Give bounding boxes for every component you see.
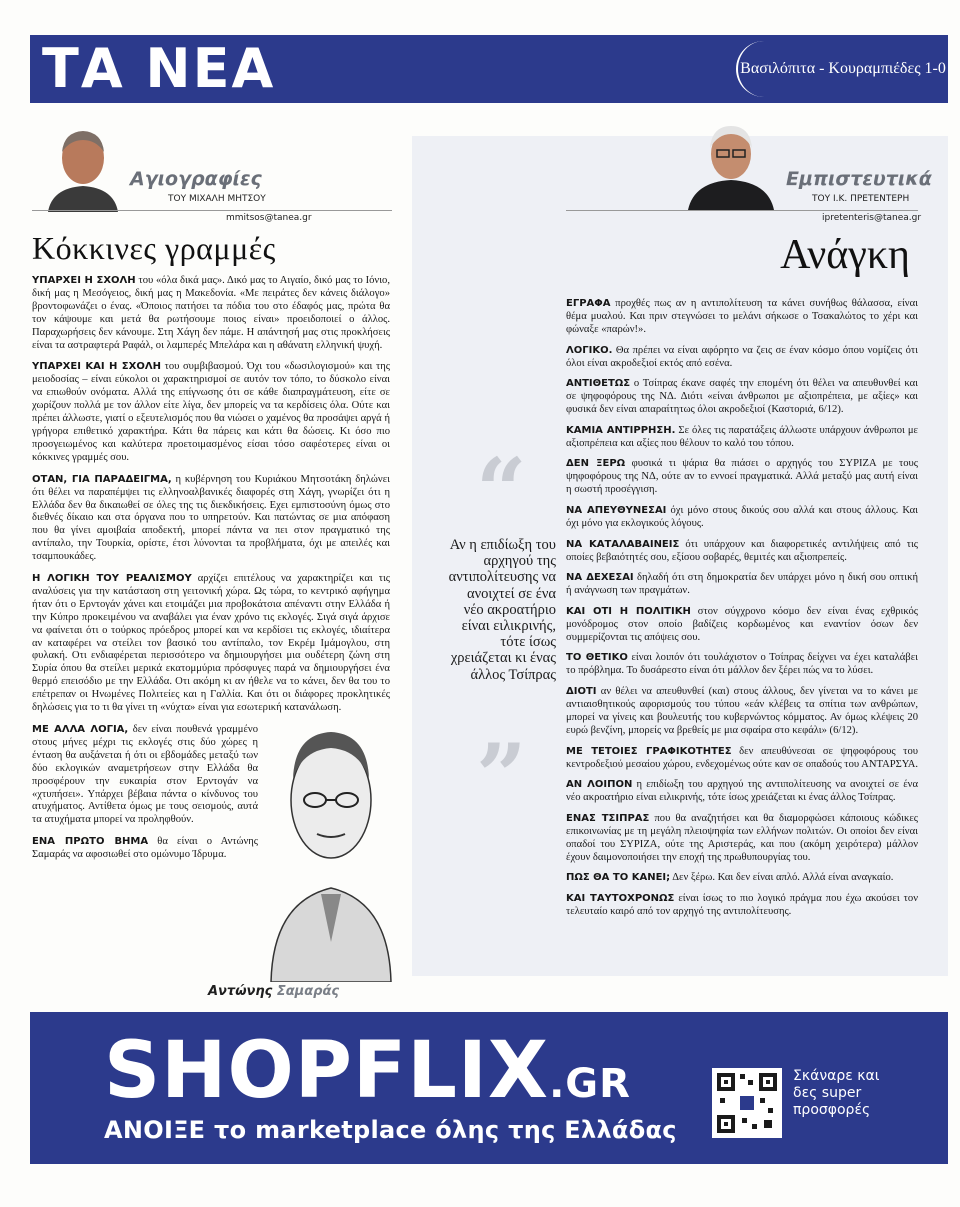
paragraph-lead: ΔΙΟΤΙ [566,685,597,697]
paragraph-text: δεν απευθύνεσαι σε ψηφοφόρους του κεντροδεξιού μεσαίου χώρου, ενδεχομένως ούτε καν σε οπαδούς του ΑΝΤΑΡΣΥΑ. [566,745,919,770]
paragraph-text: προχθές πως αν η αντιπολίτευση τα κάνει συνήθως θάλασσα, είναι θέμα μυαλού. Και πριν στεγνώσει το μελάνι σήκωσε ο Τσακαλώτος το χέρι και φώναξε «παρών!». [566,298,918,335]
advertisement-banner[interactable] [30,1012,948,1164]
paragraph-text: όχι μόνο στους δικούς σου αλλά και στους άλλους. Και όχι μόνο για εκλογικούς λόγους. [566,504,918,529]
paragraph-text: ο Τσίπρας έκανε σαφές την επομένη ότι θέλει να απευθυνθεί και σε ψηφοφόρους της ΝΔ. Διότι «είναι άνθρωποι με αξιοπρέπεια, με αξίες» και φυσικά δεν είναι απαραίτητως όλοι ακροδεξιοί (Καστοριά, 6/12). [566,378,918,416]
paragraph-text: ότι υπάρχουν και διαφορετικές αντιλήψεις από τις οποίες βεβαιότητές σου, εξίσου σοβαρές, θεμιτές και αξιοπρεπείς. [566,538,919,563]
paragraph-text: δηλαδή ότι στη δημοκρατία δεν υπάρχει μόνο η δική σου οπτική ή ανάγνωση των πραγμάτων. [566,572,918,597]
portrait-caption [208,984,339,999]
paragraph-lead: ΥΠΑΡΧΕΙ ΚΑΙ Η ΣΧΟΛΗ [32,361,161,373]
headline: Κόκκινες γραμμές [32,230,276,266]
paragraph [566,871,918,884]
paragraph-lead: ΜΕ ΤΕΤΟΙΕΣ ΓΡΑΦΙΚΟΤΗΤΕΣ [566,745,732,757]
caption-last: Σαμαράς [276,984,340,999]
paragraph [32,724,258,827]
masthead-tagline: Βασιλόπιτα - Κουραμπιέδες 1-0 [736,41,948,97]
paragraph-text: δεν είναι πουθενά γραμμένο στους μήνες μέχρι τις εκλογές στις δύο χώρες η ένταση θα αυξάνεται ή ότι οι εβδομάδες μεταξύ των δύο εκλογικών αναμετρήσεων στην Ελλάδα θα προσφέρουν την ευκαιρία στον Ερντογάν να «χτυπήσει». Υπάρχει βέβαια πάντα ο κίνδυνος του ατυχήματος. Αντίθετα όμως με τους σεισμούς, αυτά τα ατυχήματα μπορεί να προληφθούν. [32,724,259,826]
paragraph-text: αρχίζει επιτέλους να χαρακτηρίζει και τις αναλύσεις για την κατάσταση στη γειτονική χώρα. Ως τώρα, το κεντρικό αφήγημα ήταν ότι ο Ερντογάν χάνει και ετοιμάζει μια προβοκάτσια απέναντι στην Ελλάδα ή την Κύπρο προκειμένου να αναβάλει για έναν χρόνο τις εκλογές. Σιγά σιγά άρχισε να φαίνεται ότι ο τούρκος πρόεδρος μπορεί και να κερδίσει τις εκλογές, ιδιαίτερα αν καταφέρει να στείλει τον βασικό του αντίπαλο, τον Εκρέμ Ιμάμογλου, στη φυλακή. Οτι ενδιαφέρεται περισσότερο να δημιουργήσει μια ουδέτερη ζώνη στη Συρία όπου θα στείλει μερικά εκατομμύρια πρόσφυγες παρά να δημιουργήσει ένα θερμό επεισόδιο με την Ελλάδα. Οτι ακόμη κι αν ήθελε να το κάνει, δεν θα του το επέτρεπαν οι Ηνωμένες Πολιτείες και η Γαλλία. Και ότι οι διάφορες προκλητικές δηλώσεις για το τι θα γίνει τη «νύχτα» είναι για εσωτερική κατανάλωση. [32,573,391,714]
headline: Ανάγκη [780,232,910,278]
paragraph-text: η κυβέρνηση του Κυριάκου Μητσοτάκη δηλώνει ότι θέλει να παραπέμψει τις ελληνοαλβανικές διαφορές στη Χάγη, γνωρίζει ότι η Ελλάδα δεν θα δικαιωθεί σε όλες της τις διεκδικήσεις. Εχει εμπιστοσύνη όμως στο διεθνές δίκαιο και στα όργανα που το υπηρετούν. Και πατώντας σε μια απόφαση που θα γίνει αμοιβαία αποδεκτή, μπορεί πάντα να πει στον πραγματικό της αντίπαλο, την Τουρκία, ορίστε, έτσι λύνονται τα προβλήματα, όχι με απειλές και τσαμπουκάδες. [32,473,390,563]
masthead-title: ΤΑ ΝΕΑ [42,37,276,100]
author-headshot [38,120,128,212]
paragraph [566,685,918,737]
paragraph-text: φυσικά τι ψάρια θα πιάσει ο αρχηγός του ΣΥΡΙΖΑ με τους ψηφοφόρους της ΝΔ, ούτε αν το εννοεί πραγματικά. Αλλά μεταξύ μας αυτή είναι η σωστή προσέγγιση. [566,458,919,496]
paragraph [566,651,918,677]
paragraph [566,504,918,530]
author-headshot [682,118,780,210]
paragraph-lead: Η ΛΟΓΙΚΗ ΤΟΥ ΡΕΑΛΙΣΜΟΥ [32,573,192,585]
paragraph-lead: ΛΟΓΙΚΟ. [566,344,613,356]
paragraph [566,377,918,416]
portrait-illustration [267,712,395,982]
paragraph-text: Θα πρέπει να είναι αφόρητο να ζεις σε έναν κόσμο όπου νομίζεις ότι όλοι είναι ακροδεξιοί εκτός από εσένα. [566,344,918,369]
paragraph-lead: ΤΟ ΘΕΤΙΚΟ [566,652,628,664]
paragraph-lead: ΜΕ ΑΛΛΑ ΛΟΓΙΑ, [32,724,129,735]
paragraph-lead: ΚΑΜΙΑ ΑΝΤΙΡΡΗΣΗ. [566,424,676,436]
paragraph-text: είναι λοιπόν ότι τουλάχιστον ο Τσίπρας δείχνει να έχει καταλάβει το πρόβλημα. Το δυσάρεστο είναι ότι μάλλον δεν ξέρει πώς να το λύσει. [566,652,918,677]
paragraph-lead: ΑΝ ΛΟΙΠΟΝ [566,779,633,791]
paragraph-text: αν θέλει να απευθυνθεί (και) στους άλλους, δεν γίνεται να το κάνει με αντιαισθητικούς αφορισμούς του τύπου «εάν κλέβεις τα σπίτια των ανθρώπων, μπορεί να γίνεις και βουλευτής του κυβερνώντος κόμματος. Αν όμως κλέψεις 20 ευρώ βενζίνη, μπορείς να βρεθείς με μια σφαίρα στο κεφάλι» (6/12). [566,685,918,736]
paragraph [32,474,390,564]
byline: ΤΟΥ Ι.Κ. ΠΡΕΤΕΝΤΕΡΗ [812,194,910,204]
byline: ΤΟΥ ΜΙΧΑΛΗ ΜΗΤΣΟΥ [168,194,266,204]
pull-quote: Αν η επιδίωξη του αρχηγού της αντιπολίτευσης να ανοιχτεί σε ένα νέο ακροατήριο είναι ειλικρινής, τότε ίσως χρειάζεται κι ένας άλλος Τσίπρας [448,537,556,683]
paragraph-lead: ΝΑ ΚΑΤΑΛΑΒΑΙΝΕΙΣ [566,538,680,550]
ad-subtitle: ΑΝΟΙΞΕ το marketplace όλης της Ελλάδας [104,1116,677,1144]
paragraph-lead: ΕΝΑ ΠΡΩΤΟ ΒΗΜΑ [32,836,149,848]
paragraph [566,424,918,450]
paragraph [32,361,390,464]
article-body [566,297,918,926]
paragraph [566,457,918,496]
paragraph-lead: ΟΤΑΝ, ΓΙΑ ΠΑΡΑΔΕΙΓΜΑ, [32,473,172,485]
paragraph [566,538,918,564]
author-email: mmitsos@tanea.gr [226,213,312,223]
paragraph-lead: ΑΝΤΙΘΕΤΩΣ [566,378,631,390]
paragraph [32,573,390,715]
paragraph-lead: ΚΑΙ ΤΑΥΤΟΧΡΟΝΩΣ [566,892,675,904]
paragraph [566,605,918,644]
paragraph-text: Δεν ξέρω. Και δεν είναι απλό. Αλλά είναι αναγκαίο. [670,872,894,884]
paragraph-lead: ΠΩΣ ΘΑ ΤΟ ΚΑΝΕΙ; [566,872,671,884]
paragraph [32,275,390,352]
divider [566,210,918,211]
masthead [30,35,948,103]
caption-first: Αντώνης [208,984,273,999]
paragraph [566,892,918,918]
column-name: Αγιογραφίες [130,168,262,190]
paragraph-lead: ΕΝΑΣ ΤΣΙΠΡΑΣ [566,812,650,824]
paragraph-lead: ΚΑΙ ΟΤΙ Η ΠΟΛΙΤΙΚΗ [566,605,691,617]
paragraph [32,836,258,862]
paragraph-lead: ΔΕΝ ΞΕΡΩ [566,458,626,470]
paragraph [566,745,918,771]
close-quote-icon: ” [476,724,527,828]
qr-code-icon[interactable] [712,1068,782,1138]
paragraph-text: είναι ίσως το πιο λογικό πράγμα που έχω ακούσει τον τελευταίο καιρό από τον αρχηγό της αντιπολίτευσης. [566,892,918,917]
ad-brand-tld: .GR [549,1061,631,1107]
paragraph [566,778,918,804]
paragraph-text: που θα αναζητήσει και θα διαμορφώσει κάποιους κώδικες επικοινωνίας με τη μεγάλη πλειοψηφία των ελλήνων πολιτών. Οι οποίοι δεν είναι οπαδοί του ΣΥΡΙΖΑ, ούτε της Αριστεράς, και που (ακόμη χειρότερα) μάλλον έχουν δαιμονοποιήσει την εποχή της πρωθυπουργίας του. [566,812,918,863]
column-name: Εμπιστευτικά [786,168,932,190]
paragraph-lead: ΥΠΑΡΧΕΙ Η ΣΧΟΛΗ [32,275,136,286]
paragraph-text: Σε όλες τις παρατάξεις άλλωστε υπάρχουν άνθρωποι με αξιοπρέπεια και αξίες που θέλουν το καλό του τόπου. [566,424,918,449]
ad-brand [104,1026,631,1125]
paragraph-lead: ΕΓΡΑΦΑ [566,298,611,309]
paragraph [566,344,918,370]
paragraph-lead: ΝΑ ΑΠΕΥΘΥΝΕΣΑΙ [566,504,667,516]
paragraph [566,812,918,864]
paragraph-text: του συμβιβασμού. Όχι του «δωσιλογισμού» και της μειοδοσίας – είναι εύκολοι οι χαρακτηρισμοί σε αυτόν τον τόπο, το δύσκολο είναι να επιωθούν ονόματα. Αλλά της επίγνωσης ότι σε κάθε διαπραγμάτευση, είτε σε χωρίζουν πολλά με τον άλλον είτε λίγα, δεν μπορείς να τα κερδίσεις όλα. Ούτε και πρέπει άλλωστε, γιατί ο εξευτελισμός που θα νιώσει ο χαμένος θα προσάψει αργά ή γρήγορα επιθετικό χαρακτήρα. Κάτι θα πάρεις και κάτι θα δώσεις. Κι όσο πιο προσγειωμένος και καλύτερα προετοιμασμένος είσαι τόσο σαφέστερες είναι οι κόκκινες γραμμές σου. [32,361,390,463]
paragraph [566,571,918,597]
paragraph-text: θα είναι ο Αντώνης Σαμαράς να αφοσιωθεί στο ομώνυμο Ίδρυμα. [32,836,258,861]
paragraph-text: του «όλα δικά μας». Δικό μας το Αιγαίο, δικό μας το Ιόνιο, δική μας η Μεσόγειος, δική μας η Μακεδονία. «Με πειράτες δεν κάνεις διάλογο» βροντοφωνάζει ο ένας. «Όποιος πατήσει τα πόδια του στο έδαφός μας, πρώτα θα τον κάψουμε και μετά θα ρωτήσουμε ποιος είναι» προειδοποιεί ο άλλος. Παραχωρήσεις δεν κάνουμε. Στη Χάγη δεν πάμε. Η απάντησή μας στις προκλήσεις είναι τα αστραφτερά Ραφάλ, οι λαμπερές Μπελάρα και η αθάνατη ελληνική ψυχή. [32,275,390,351]
divider [32,210,392,211]
left-column [30,112,412,1007]
paragraph-text: η επιδίωξη του αρχηγού της αντιπολίτευσης να ανοιχτεί σε ένα νέο ακροατήριο είναι ειλικρινής, τότε ίσως χρειάζεται κι ένας άλλος Τσίπρας. [566,779,918,804]
right-column [412,112,948,1007]
paragraph-lead: ΝΑ ΔΕΧΕΣΑΙ [566,572,634,584]
paragraph [566,297,918,336]
ad-brand-main: SHOPFLIX [104,1026,550,1116]
ad-call-to-action: Σκάναρε και δες super προσφορές [793,1068,880,1118]
paragraph-text: στον σύγχρονο κόσμο δεν είναι ένας εχθρικός μονόδρομος στον οποίο βαδίζεις κορδωμένος και εναντίον όσων δεν συμμερίζονται τις απόψεις σου. [566,605,919,643]
author-email: ipretenteris@tanea.gr [822,213,922,223]
open-quote-icon: “ [476,438,527,542]
